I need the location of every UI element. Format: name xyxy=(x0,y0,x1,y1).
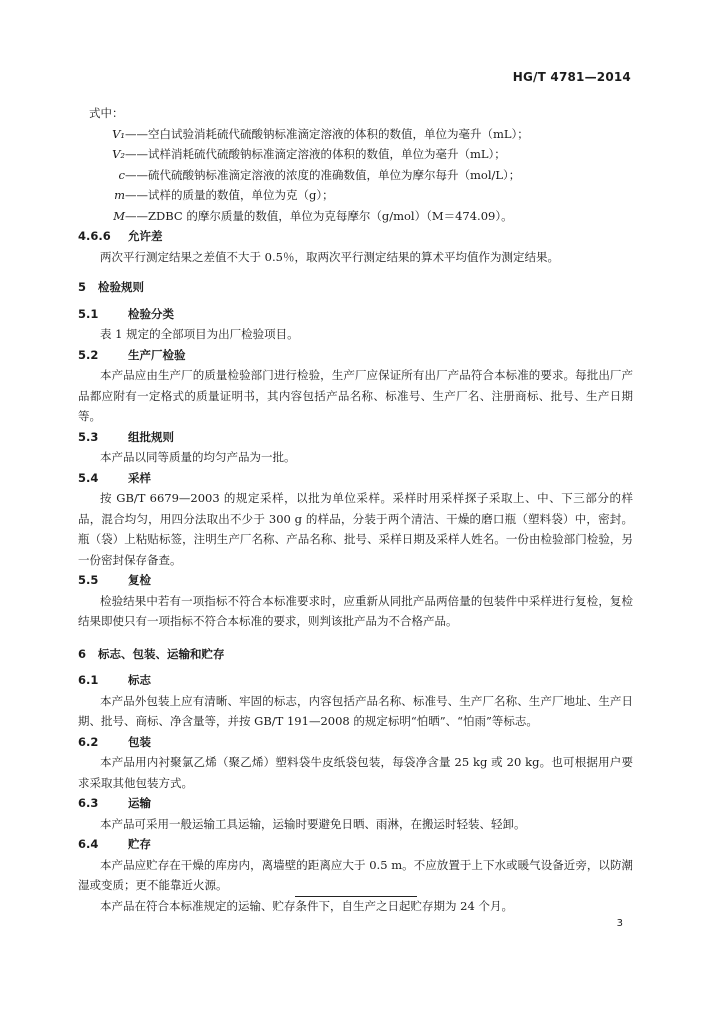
heading-6-4: 6.4 贮存 xyxy=(78,837,151,851)
where-item: c——硫代硫酸钠标准滴定溶液的浓度的准确数值，单位为摩尔每升（mol/L）； xyxy=(118,167,521,182)
where-item: V₁——空白试验消耗硫代硫酸钠标准滴定溶液的体积的数值，单位为毫升（mL）； xyxy=(112,126,529,141)
paragraph: 检验结果中若有一项指标不符合本标准要求时，应重新从同批产品两倍量的包装件中采样进行复检，复检结果即使只有一项指标不符合本标准的要求，则判该批产品为不合格产品。 xyxy=(78,593,633,628)
where-item: M——ZDBC 的摩尔质量的数值，单位为克每摩尔（g/mol）（M＝474.09）。 xyxy=(113,208,513,223)
heading-6-1: 6.1 标志 xyxy=(78,673,151,687)
heading-5: 5 检验规则 xyxy=(78,280,144,294)
paragraph: 本产品应由生产厂的质量检验部门进行检验，生产厂应保证所有出厂产品符合本标准的要求。每批出厂产品都应附有一定格式的质量证明书，其内容包括产品名称、标准号、生产厂名、注册商标、批号、生产日期等。 xyxy=(78,368,633,423)
paragraph: 本产品以同等质量的均匀产品为一批。 xyxy=(100,450,296,464)
heading-4-6-6: 4.6.6 允许差 xyxy=(78,229,163,243)
heading-5-5: 5.5 复检 xyxy=(78,573,151,587)
heading-6: 6 标志、包装、运输和贮存 xyxy=(78,646,225,661)
where-item: m——试样的质量的数值，单位为克（g）； xyxy=(114,188,334,202)
paragraph: 本产品可采用一般运输工具运输，运输时要避免日晒、雨淋，在搬运时轻装、轻卸。 xyxy=(100,816,526,831)
heading-5-1: 5.1 检验分类 xyxy=(78,306,174,321)
document-body xyxy=(78,103,633,916)
paragraph: 表 1 规定的全部项目为出厂检验项目。 xyxy=(100,327,299,341)
paragraph: 本产品外包装上应有清晰、牢固的标志，内容包括产品名称、标准号、生产厂名称、生产厂地址、生产日期、批号、商标、净含量等，并按 GB/T 191—2008 的规定标明“怕晒”、“怕雨”等标志。 xyxy=(78,693,633,728)
heading-5-2: 5.2 生产厂检验 xyxy=(78,347,186,362)
heading-5-4: 5.4 采样 xyxy=(78,470,151,485)
paragraph: 两次平行测定结果之差值不大于 0.5％，取两次平行测定结果的算术平均值作为测定结果。 xyxy=(100,249,559,264)
end-rule xyxy=(295,896,417,897)
heading-6-3: 6.3 运输 xyxy=(78,796,151,810)
paragraph: 本产品用内衬聚氯乙烯（聚乙烯）塑料袋牛皮纸袋包装，每袋净含量 25 kg 或 20 kg。也可根据用户要求采取其他包装方式。 xyxy=(78,755,633,790)
paragraph: 本产品在符合本标准规定的运输、贮存条件下，自生产之日起贮存期为 24 个月。 xyxy=(100,898,513,913)
heading-6-2: 6.2 包装 xyxy=(78,734,151,749)
where-item: V₂——试样消耗硫代硫酸钠标准滴定溶液的体积的数值，单位为毫升（mL）； xyxy=(112,147,506,161)
heading-5-3: 5.3 组批规则 xyxy=(78,429,174,444)
page-number: 3 xyxy=(616,918,623,929)
formula-where-intro: 式中： xyxy=(89,106,124,120)
standard-code: HG/T 4781—2014 xyxy=(512,70,631,84)
paragraph: 本产品应贮存在干燥的库房内，离墙壁的距离应大于 0.5 m。不应放置于上下水或暖气设备近旁，以防潮湿或变质；更不能靠近火源。 xyxy=(78,857,633,892)
paragraph: 按 GB/T 6679—2003 的规定采样，以批为单位采样。采样时用采样探子采取上、中、下三部分的样品，混合均匀，用四分法取出不少于 300 g 的样品，分装于两个清洁、干燥的磨口瓶（塑料袋）中，密封。瓶（袋）上粘贴标签，注明生产厂名称、产品名称、批号、采样日期及采样人姓名。一份由检验部门检验，另一份密封保存备查。 xyxy=(78,491,633,567)
